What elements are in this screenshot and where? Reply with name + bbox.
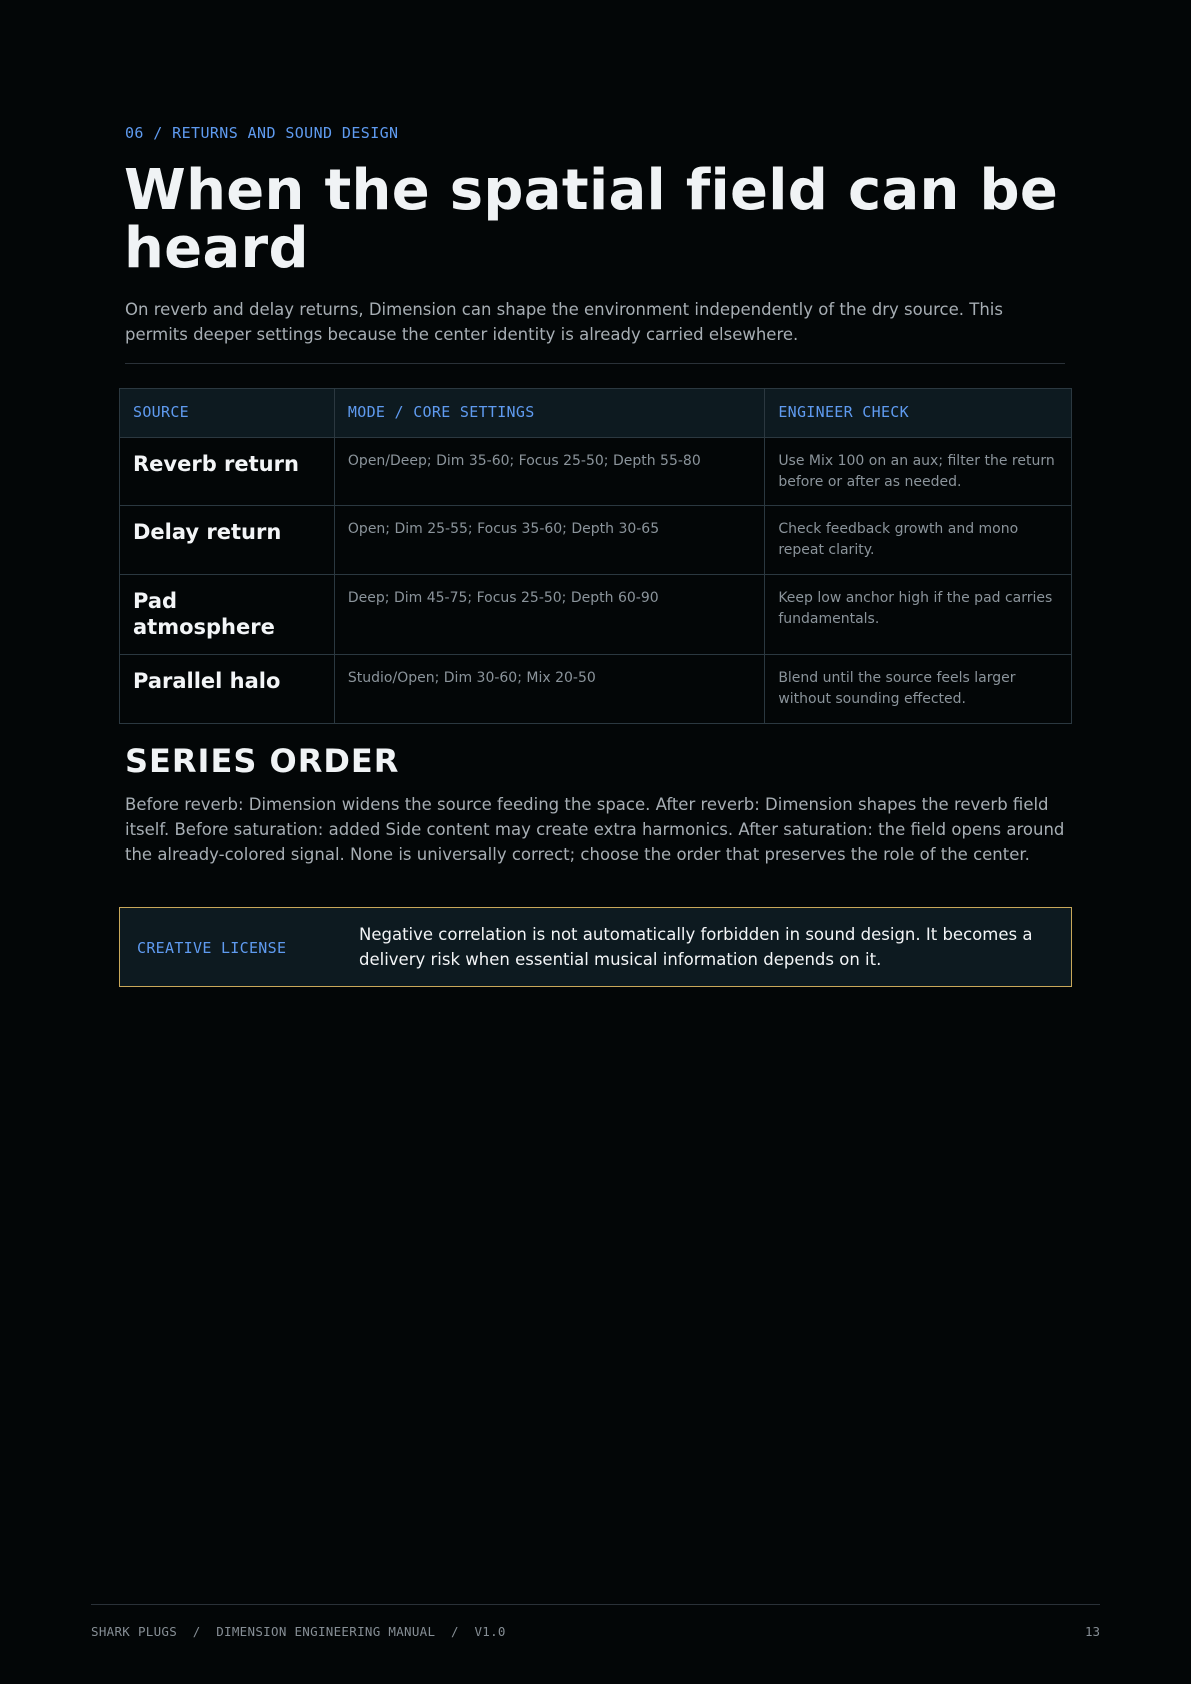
column-header-check: ENGINEER CHECK [765, 389, 1072, 438]
source-cell [120, 655, 335, 724]
engineer-check: Check feedback growth and mono repeat clarity. [778, 521, 1019, 558]
check-cell [765, 438, 1072, 506]
check-cell [765, 506, 1072, 575]
source-name: Parallel halo [133, 669, 281, 693]
series-order-heading: SERIES ORDER [125, 742, 400, 780]
engineer-check: Blend until the source feels larger without sounding effected. [778, 670, 1016, 707]
page-title: When the spatial field can be heard [124, 158, 1059, 281]
engineer-check: Keep low anchor high if the pad carries fundamentals. [778, 590, 1053, 627]
table-header-row [120, 389, 1072, 438]
creative-license-callout [119, 907, 1072, 987]
column-header-source: SOURCE [120, 389, 335, 438]
source-cell [120, 506, 335, 575]
mode-cell [334, 506, 764, 575]
table-row [120, 438, 1072, 506]
table-row [120, 575, 1072, 655]
section-divider [125, 363, 1065, 364]
mode-settings: Open; Dim 25-55; Focus 35-60; Depth 30-65 [347, 521, 660, 537]
source-cell [120, 575, 335, 655]
section-eyebrow: 06 / RETURNS AND SOUND DESIGN [125, 124, 399, 142]
mode-settings: Studio/Open; Dim 30-60; Mix 20-50 [347, 670, 596, 686]
table-row [120, 655, 1072, 724]
mode-settings: Deep; Dim 45-75; Focus 25-50; Depth 60-90 [347, 590, 659, 606]
callout-label: CREATIVE LICENSE [137, 939, 287, 957]
settings-table [119, 388, 1072, 724]
source-name: Delay return [133, 520, 282, 544]
footer-divider [91, 1604, 1100, 1605]
table-row [120, 506, 1072, 575]
check-cell [765, 575, 1072, 655]
mode-cell [334, 655, 764, 724]
series-order-paragraph: Before reverb: Dimension widens the source feeding the space. After reverb: Dimension shapes the reverb field itself. Before saturation: added Side content may create extra harmonics. After saturation: the field opens around the already-colored signal. None is universally correct; choose the order that preserves the role of the center. [125, 795, 1065, 864]
intro-paragraph: On reverb and delay returns, Dimension can shape the environment independently of the dry source. This permits deeper settings because the center identity is already carried elsewhere. [125, 300, 1003, 344]
column-header-mode: MODE / CORE SETTINGS [334, 389, 764, 438]
source-name: Reverb return [133, 452, 299, 476]
page-number: 13 [1084, 1624, 1100, 1639]
callout-text: Negative correlation is not automatically forbidden in sound design. It becomes a delivery risk when essential musical information depends on it. [359, 925, 1033, 969]
mode-settings: Open/Deep; Dim 35-60; Focus 25-50; Depth 55-80 [347, 453, 701, 469]
check-cell [765, 655, 1072, 724]
source-cell [120, 438, 335, 506]
footer-running-title: SHARK PLUGS / DIMENSION ENGINEERING MANUAL / V1.0 [91, 1624, 506, 1639]
mode-cell [334, 438, 764, 506]
source-name: Pad atmosphere [133, 589, 275, 639]
mode-cell [334, 575, 764, 655]
engineer-check: Use Mix 100 on an aux; filter the return before or after as needed. [778, 453, 1055, 490]
